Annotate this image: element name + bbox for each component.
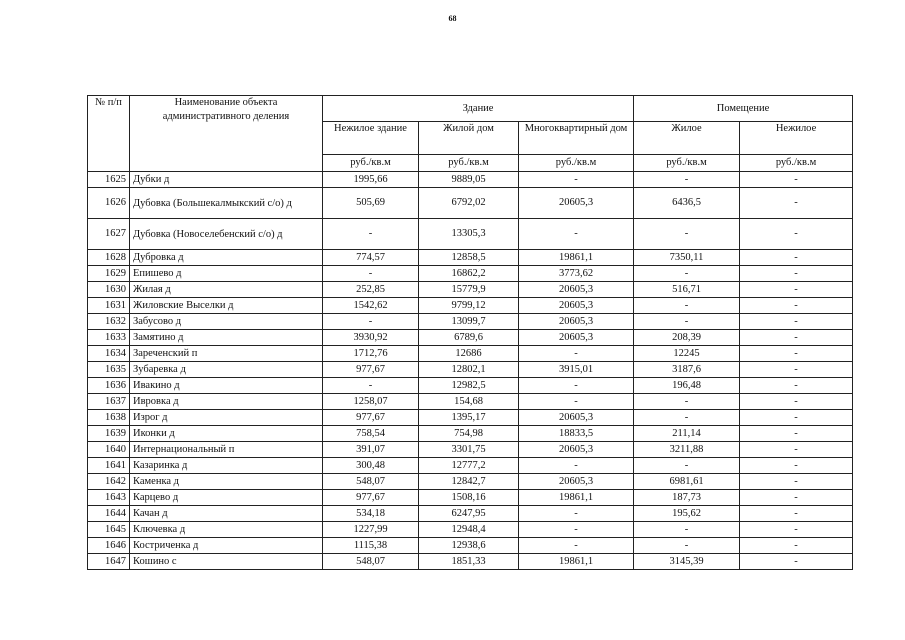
apartment-building-value: 20605,3 [519,442,634,458]
apartment-building-value: - [519,378,634,394]
row-number: 1637 [88,394,130,410]
residential-premises-value: 7350,11 [634,250,740,266]
residential-house-value: 6789,6 [419,330,519,346]
object-name: Каменка д [130,474,323,490]
nonresidential-premises-value: - [740,490,853,506]
residential-premises-value: 208,39 [634,330,740,346]
row-number: 1634 [88,346,130,362]
nonresidential-premises-value: - [740,298,853,314]
apartment-building-value: 20605,3 [519,314,634,330]
row-number: 1633 [88,330,130,346]
nonresidential-building-value: 1258,07 [323,394,419,410]
table-row [88,522,853,538]
apartment-building-value: 20605,3 [519,330,634,346]
row-number: 1644 [88,506,130,522]
residential-premises-value: 516,71 [634,282,740,298]
header-number: № п/п [88,96,130,172]
nonresidential-building-value: 1995,66 [323,172,419,188]
apartment-building-value: - [519,522,634,538]
residential-house-value: 6792,02 [419,188,519,219]
nonresidential-building-value: 977,67 [323,410,419,426]
row-number: 1646 [88,538,130,554]
object-name: Карцево д [130,490,323,506]
unit-label: руб./кв.м [634,155,740,172]
nonresidential-premises-value: - [740,458,853,474]
object-name: Казаринка д [130,458,323,474]
table-row [88,442,853,458]
object-name: Замятино д [130,330,323,346]
unit-label: руб./кв.м [740,155,853,172]
residential-premises-value: - [634,538,740,554]
residential-premises-value: - [634,172,740,188]
nonresidential-building-value: 548,07 [323,554,419,570]
residential-house-value: 15779,9 [419,282,519,298]
table-row [88,282,853,298]
object-name: Ивровка д [130,394,323,410]
unit-label: руб./кв.м [323,155,419,172]
row-number: 1636 [88,378,130,394]
residential-house-value: 12802,1 [419,362,519,378]
row-number: 1638 [88,410,130,426]
nonresidential-premises-value: - [740,378,853,394]
nonresidential-premises-value: - [740,410,853,426]
row-number: 1641 [88,458,130,474]
table-row [88,172,853,188]
nonresidential-premises-value: - [740,362,853,378]
row-number: 1627 [88,219,130,250]
nonresidential-premises-value: - [740,426,853,442]
apartment-building-value: 3773,62 [519,266,634,282]
residential-premises-value: - [634,298,740,314]
nonresidential-premises-value: - [740,554,853,570]
object-name: Качан д [130,506,323,522]
apartment-building-value: 3915,01 [519,362,634,378]
header-residential-premises: Жилое [634,122,740,155]
row-number: 1631 [88,298,130,314]
residential-premises-value: 3211,88 [634,442,740,458]
object-name: Ивакино д [130,378,323,394]
nonresidential-premises-value: - [740,522,853,538]
residential-premises-value: 211,14 [634,426,740,442]
table-body [88,172,853,570]
table-row [88,330,853,346]
object-name: Дубовка (Большекалмыкский с/о) д [130,188,323,219]
residential-house-value: 9799,12 [419,298,519,314]
header-residential-house: Жилой дом [419,122,519,155]
residential-house-value: 13305,3 [419,219,519,250]
table-row [88,219,853,250]
nonresidential-building-value: - [323,378,419,394]
nonresidential-premises-value: - [740,172,853,188]
row-number: 1632 [88,314,130,330]
nonresidential-building-value: 1542,62 [323,298,419,314]
table-row [88,426,853,442]
object-name: Костриченка д [130,538,323,554]
residential-premises-value: 6436,5 [634,188,740,219]
object-name: Иконки д [130,426,323,442]
nonresidential-premises-value: - [740,188,853,219]
residential-house-value: 1508,16 [419,490,519,506]
residential-premises-value: 187,73 [634,490,740,506]
table-row [88,506,853,522]
residential-house-value: 12938,6 [419,538,519,554]
nonresidential-building-value: 977,67 [323,362,419,378]
header-apartment-building: Многоквартирный дом [519,122,634,155]
nonresidential-premises-value: - [740,538,853,554]
row-number: 1626 [88,188,130,219]
residential-premises-value: - [634,410,740,426]
apartment-building-value: - [519,506,634,522]
nonresidential-premises-value: - [740,506,853,522]
nonresidential-building-value: 1227,99 [323,522,419,538]
table-row [88,346,853,362]
table-row [88,266,853,282]
residential-premises-value: 195,62 [634,506,740,522]
apartment-building-value: 20605,3 [519,282,634,298]
apartment-building-value: - [519,346,634,362]
header-premises-group: Помещение [634,96,853,122]
table-row [88,458,853,474]
nonresidential-building-value: 505,69 [323,188,419,219]
nonresidential-building-value: 534,18 [323,506,419,522]
residential-premises-value: - [634,458,740,474]
unit-label: руб./кв.м [519,155,634,172]
nonresidential-building-value: 252,85 [323,282,419,298]
apartment-building-value: - [519,538,634,554]
object-name: Интернациональный п [130,442,323,458]
residential-premises-value: 6981,61 [634,474,740,490]
apartment-building-value: 20605,3 [519,188,634,219]
nonresidential-premises-value: - [740,394,853,410]
nonresidential-building-value: 548,07 [323,474,419,490]
residential-house-value: 1395,17 [419,410,519,426]
object-name: Дубки д [130,172,323,188]
nonresidential-premises-value: - [740,282,853,298]
residential-house-value: 16862,2 [419,266,519,282]
apartment-building-value: 19861,1 [519,250,634,266]
nonresidential-building-value: 758,54 [323,426,419,442]
row-number: 1630 [88,282,130,298]
table-row [88,250,853,266]
row-number: 1635 [88,362,130,378]
nonresidential-premises-value: - [740,266,853,282]
nonresidential-building-value: - [323,314,419,330]
object-name: Забусово д [130,314,323,330]
object-name: Жилая д [130,282,323,298]
nonresidential-premises-value: - [740,219,853,250]
residential-house-value: 12982,5 [419,378,519,394]
unit-label: руб./кв.м [419,155,519,172]
header-nonresidential-building: Нежилое здание [323,122,419,155]
table-row [88,538,853,554]
nonresidential-premises-value: - [740,474,853,490]
residential-house-value: 1851,33 [419,554,519,570]
residential-house-value: 12858,5 [419,250,519,266]
object-name: Дубровка д [130,250,323,266]
object-name: Зареченский п [130,346,323,362]
residential-premises-value: - [634,266,740,282]
table-row [88,362,853,378]
apartment-building-value: 18833,5 [519,426,634,442]
residential-premises-value: 196,48 [634,378,740,394]
apartment-building-value: - [519,172,634,188]
table-row [88,554,853,570]
residential-house-value: 12842,7 [419,474,519,490]
nonresidential-premises-value: - [740,442,853,458]
apartment-building-value: 20605,3 [519,474,634,490]
object-name: Кошино с [130,554,323,570]
header-building-group: Здание [323,96,634,122]
residential-house-value: 13099,7 [419,314,519,330]
residential-house-value: 12948,4 [419,522,519,538]
nonresidential-building-value: 300,48 [323,458,419,474]
row-number: 1643 [88,490,130,506]
apartment-building-value: 19861,1 [519,490,634,506]
nonresidential-premises-value: - [740,314,853,330]
object-name: Ключевка д [130,522,323,538]
table-row [88,394,853,410]
table-row [88,298,853,314]
residential-house-value: 12777,2 [419,458,519,474]
header-nonresidential-premises: Нежилое [740,122,853,155]
row-number: 1625 [88,172,130,188]
row-number: 1642 [88,474,130,490]
residential-premises-value: - [634,394,740,410]
table-row [88,188,853,219]
apartment-building-value: 20605,3 [519,410,634,426]
table-row [88,410,853,426]
nonresidential-building-value: 1712,76 [323,346,419,362]
residential-premises-value: - [634,314,740,330]
residential-house-value: 3301,75 [419,442,519,458]
object-name: Жиловские Выселки д [130,298,323,314]
nonresidential-building-value: 977,67 [323,490,419,506]
table-row [88,314,853,330]
row-number: 1628 [88,250,130,266]
nonresidential-premises-value: - [740,250,853,266]
nonresidential-building-value: - [323,266,419,282]
residential-premises-value: 12245 [634,346,740,362]
object-name: Изрог д [130,410,323,426]
nonresidential-building-value: 1115,38 [323,538,419,554]
header-object-name: Наименование объекта административного деления [130,96,323,172]
row-number: 1639 [88,426,130,442]
nonresidential-premises-value: - [740,330,853,346]
nonresidential-premises-value: - [740,346,853,362]
apartment-building-value: - [519,458,634,474]
residential-premises-value: - [634,219,740,250]
table-row [88,474,853,490]
apartment-building-value: 19861,1 [519,554,634,570]
residential-house-value: 154,68 [419,394,519,410]
cadastral-value-table [87,95,853,570]
apartment-building-value: 20605,3 [519,298,634,314]
row-number: 1640 [88,442,130,458]
object-name: Епишево д [130,266,323,282]
nonresidential-building-value: - [323,219,419,250]
residential-house-value: 754,98 [419,426,519,442]
object-name: Зубаревка д [130,362,323,378]
table-row [88,378,853,394]
table-row [88,490,853,506]
residential-premises-value: - [634,522,740,538]
residential-house-value: 12686 [419,346,519,362]
apartment-building-value: - [519,394,634,410]
residential-premises-value: 3145,39 [634,554,740,570]
residential-house-value: 9889,05 [419,172,519,188]
row-number: 1629 [88,266,130,282]
object-name: Дубовка (Новоселебенский с/о) д [130,219,323,250]
row-number: 1647 [88,554,130,570]
apartment-building-value: - [519,219,634,250]
nonresidential-building-value: 3930,92 [323,330,419,346]
residential-house-value: 6247,95 [419,506,519,522]
nonresidential-building-value: 391,07 [323,442,419,458]
residential-premises-value: 3187,6 [634,362,740,378]
page-number: 68 [448,14,457,23]
row-number: 1645 [88,522,130,538]
nonresidential-building-value: 774,57 [323,250,419,266]
